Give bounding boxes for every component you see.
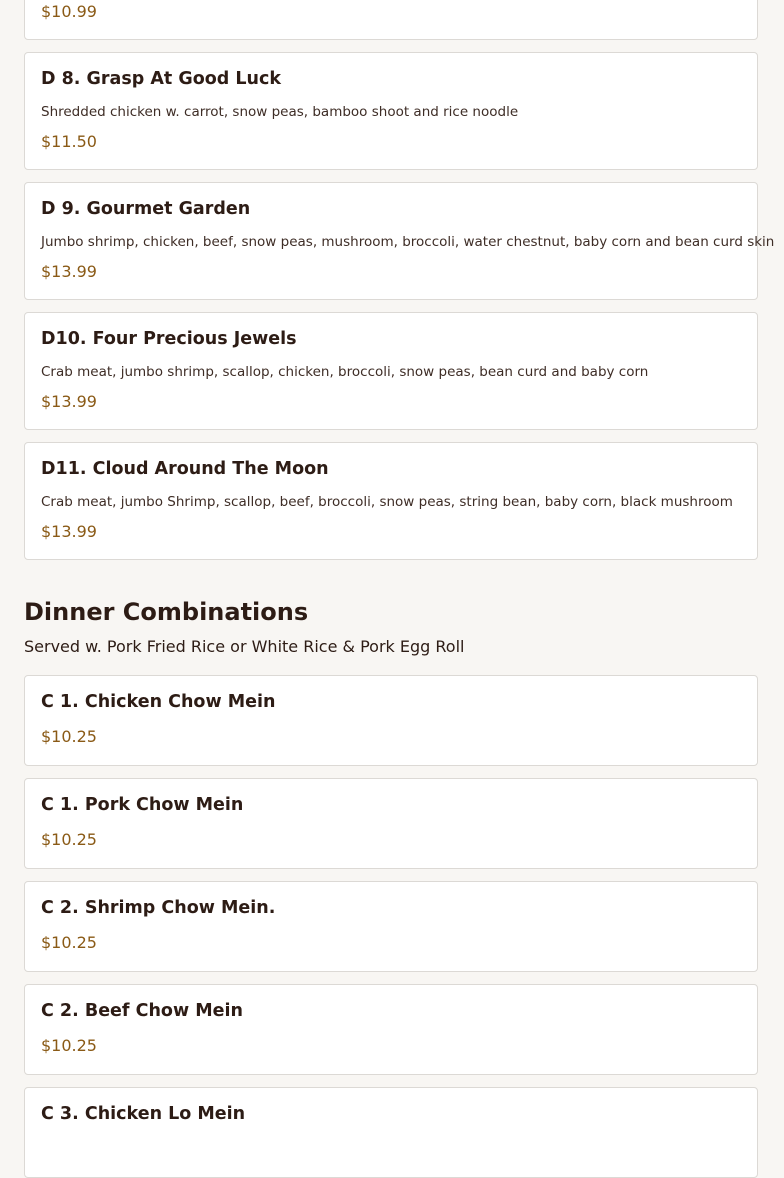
combination-item-card[interactable] <box>24 1087 758 1178</box>
menu-item-price: $10.99 <box>41 2 97 21</box>
combination-item-card[interactable] <box>24 881 758 972</box>
menu-item-price: $10.25 <box>41 933 97 952</box>
menu-item-card[interactable] <box>24 312 758 430</box>
menu-item-card[interactable] <box>24 442 758 560</box>
menu-item-name: D 8. Grasp At Good Luck <box>41 69 282 89</box>
menu-item-price: $13.99 <box>41 522 97 541</box>
menu-item-name: C 1. Pork Chow Mein <box>41 795 244 815</box>
menu-item-description: Shredded chicken w. carrot, snow peas, bamboo shoot and rice noodle <box>41 104 519 120</box>
menu-item-card[interactable] <box>24 182 775 300</box>
menu-item-name: C 2. Shrimp Chow Mein. <box>41 898 276 918</box>
section-title: Dinner Combinations <box>24 598 309 626</box>
menu-item-price: $13.99 <box>41 262 97 281</box>
menu-item-name: C 2. Beef Chow Mein <box>41 1001 243 1021</box>
menu-item-price: $10.25 <box>41 727 97 746</box>
combination-item-card[interactable] <box>24 778 758 869</box>
menu-item-card[interactable] <box>24 52 758 170</box>
menu-item-card-partial[interactable] <box>24 0 758 40</box>
combination-item-card[interactable] <box>24 984 758 1075</box>
menu-item-name: C 3. Chicken Lo Mein <box>41 1104 246 1124</box>
menu-item-price: $11.50 <box>41 132 97 151</box>
menu-item-price: $13.99 <box>41 392 97 411</box>
menu-item-name: D10. Four Precious Jewels <box>41 329 297 349</box>
menu-item-description: Jumbo shrimp, chicken, beef, snow peas, mushroom, broccoli, water chestnut, baby corn and bean curd skin <box>41 234 775 250</box>
menu-item-description: Crab meat, jumbo shrimp, scallop, chicken, broccoli, snow peas, bean curd and baby corn <box>41 364 649 380</box>
menu-item-price: $10.25 <box>41 830 97 849</box>
menu-item-description: Crab meat, jumbo Shrimp, scallop, beef, broccoli, snow peas, string bean, baby corn, black mushroom <box>41 494 733 510</box>
combination-item-card[interactable] <box>24 675 758 766</box>
menu-item-name: D11. Cloud Around The Moon <box>41 459 329 479</box>
section-subtitle: Served w. Pork Fried Rice or White Rice & Pork Egg Roll <box>24 637 465 656</box>
menu-item-price: $10.25 <box>41 1036 97 1055</box>
menu-item-name: D 9. Gourmet Garden <box>41 199 251 219</box>
menu-item-name: C 1. Chicken Chow Mein <box>41 692 276 712</box>
